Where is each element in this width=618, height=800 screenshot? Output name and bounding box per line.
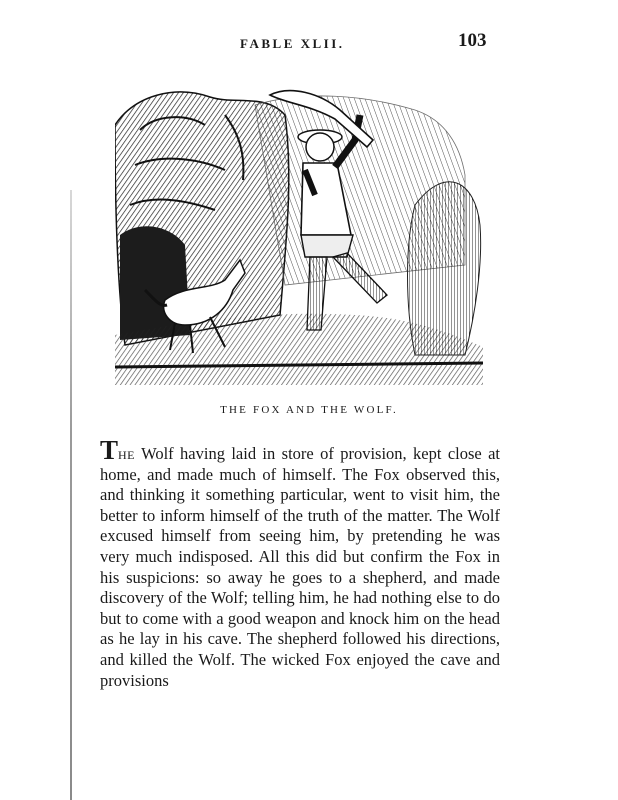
drop-cap: T (100, 435, 119, 465)
fable-number: FABLE XLII. (240, 36, 345, 51)
lead-small-caps: he (118, 444, 136, 463)
illustration-caption: THE FOX AND THE WOLF. (220, 404, 398, 416)
fable-text: Wolf having laid in store of provision, kept close at home, and made much of himself. The Fox observed this, and thinking it something particular, went to visit him, the better to inform himself of the truth of the matter. The Wolf excused himself from seeing him, by pretending he was very much indisposed. All this did but confirm the Fox in his suspicions: so away he goes to a shepherd, and made discovery of the Wolf; telling him, he had nothing else to do but to come with a good weapon and knock him on the head as he lay in his cave. The shepherd followed his directions, and killed the Wolf. The wicked Fox enjoyed the cave and provisions (100, 444, 500, 690)
page-number: 103 (458, 30, 487, 51)
fable-paragraph (100, 435, 500, 691)
woodcut-illustration (115, 85, 483, 385)
woodcut-image (115, 85, 483, 385)
page-gutter-line (70, 190, 72, 800)
running-head (0, 30, 618, 56)
fable-body (100, 435, 500, 691)
